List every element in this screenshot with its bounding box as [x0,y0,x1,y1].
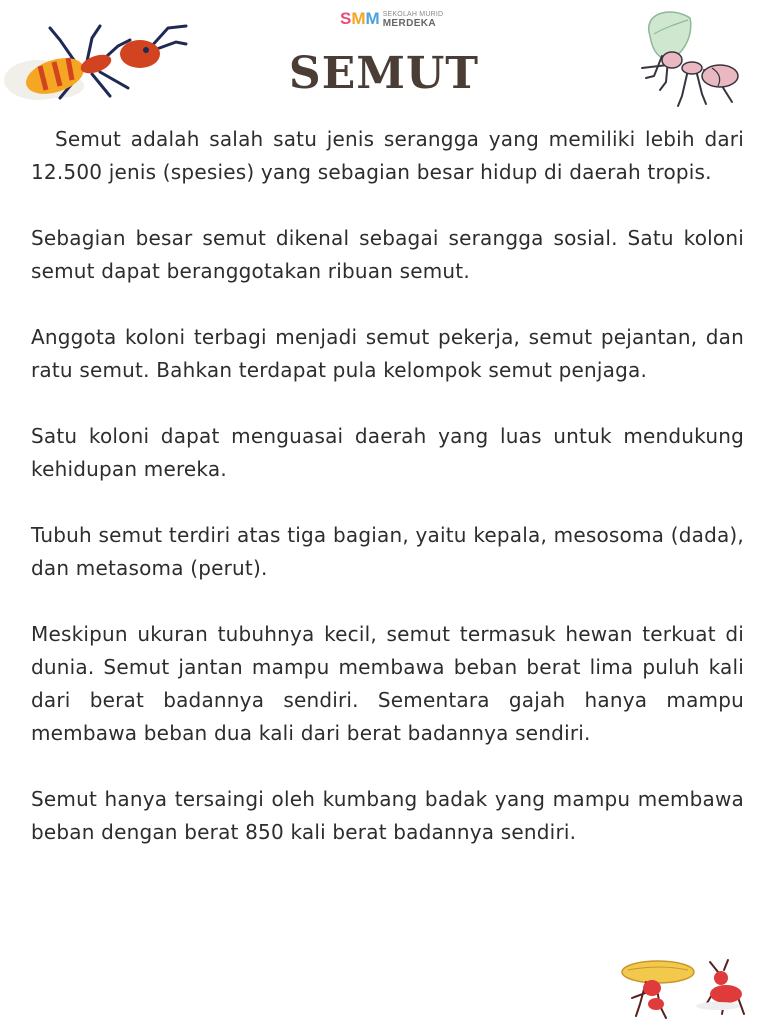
logo [340,8,443,30]
article-body [31,123,744,882]
logo-line-1: SEKOLAH MURID [382,11,444,18]
page-title: SEMUT [288,48,480,99]
paragraph-2: Sebagian besar semut dikenal sebagai serangga sosial. Satu koloni semut dapat beranggotakan ribuan semut. [31,226,744,283]
logo-mark [340,10,380,28]
logo-letter-m: M [351,9,366,28]
ants-carrying-bread-icon [618,958,758,1022]
logo-letter-m2: M [365,9,380,28]
paragraph-1: Semut adalah salah satu jenis serangga yang memiliki lebih dari 12.500 jenis (spesies) yang sebagian besar hidup di daerah tropis. [31,127,744,184]
paragraph-5: Tubuh semut terdiri atas tiga bagian, yaitu kepala, mesosoma (dada), dan metasoma (perut). [31,523,744,580]
paragraph-4: Satu koloni dapat menguasai daerah yang luas untuk mendukung kehidupan mereka. [31,424,744,481]
paragraph-7: Semut hanya tersaingi oleh kumbang badak yang mampu membawa beban dengan berat 850 kali berat badannya sendiri. [31,787,744,844]
logo-line-2: MERDEKA [382,18,437,29]
paragraph-3: Anggota koloni terbagi menjadi semut pekerja, semut pejantan, dan ratu semut. Bahkan terdapat pula kelompok semut penjaga. [31,325,744,382]
paragraph-6: Meskipun ukuran tubuhnya kecil, semut termasuk hewan terkuat di dunia. Semut jantan mampu membawa beban berat lima puluh kali dari berat badannya sendiri. Sementara gajah hanya mampu membawa beban dua kali dari berat badannya sendiri. [31,622,744,745]
logo-letter-s: S [340,9,352,28]
